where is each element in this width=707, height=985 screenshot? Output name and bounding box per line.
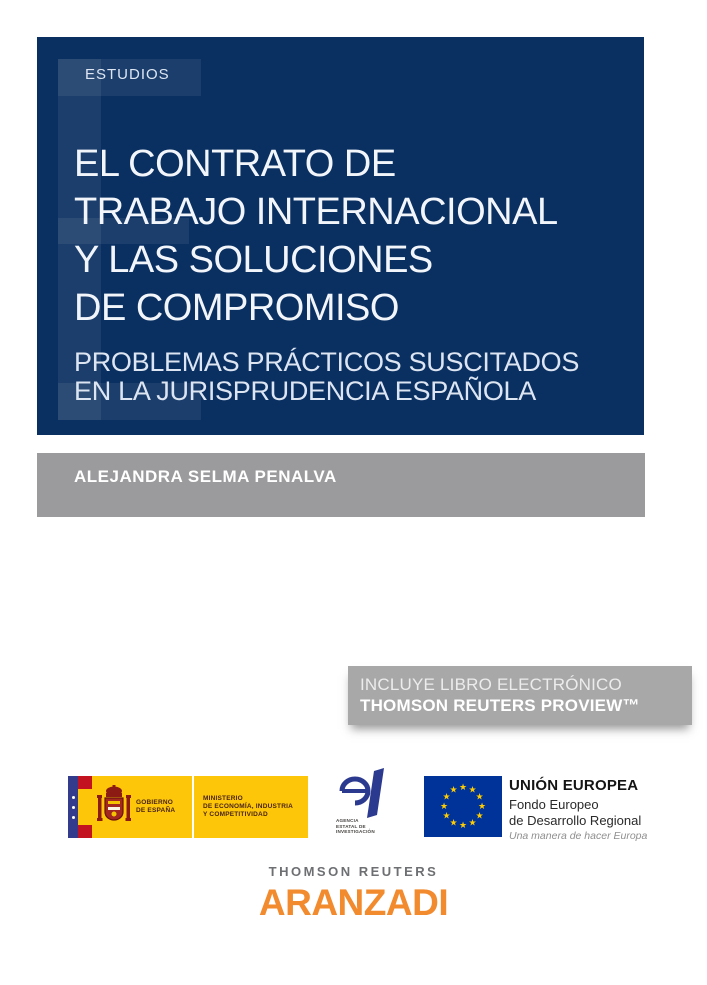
eu-label-block [509, 777, 647, 842]
title-line-3: Y LAS SOLUCIONES [74, 239, 433, 281]
svg-text:★: ★ [468, 785, 477, 796]
subtitle-line-2: EN LA JURISPRUDENCIA ESPAÑOLA [74, 376, 536, 406]
svg-text:★: ★ [468, 818, 477, 829]
aranzadi-logo: ARANZADI [258, 882, 449, 923]
eu-tagline: Una manera de hacer Europa [509, 830, 648, 842]
ebook-badge-line1: INCLUYE LIBRO ELECTRÓNICO [360, 675, 622, 694]
title-line-4: DE COMPROMISO [74, 287, 399, 329]
title-line-2: TRABAJO INTERNACIONAL [74, 191, 558, 233]
svg-text:★: ★ [439, 802, 449, 812]
svg-text:★: ★ [442, 792, 451, 803]
publisher-wordmark [0, 864, 707, 924]
ebook-badge [348, 666, 692, 725]
research-agency-logo [334, 767, 396, 843]
research-agency-icon [334, 767, 396, 819]
collection-label: ESTUDIOS [85, 66, 170, 83]
spain-flag-strip-icon [78, 776, 92, 838]
government-label: GOBIERNO DE ESPAÑA [136, 799, 176, 814]
eu-title: UNIÓN EUROPEA [509, 777, 639, 794]
eu-fund-line2: de Desarrollo Regional [509, 812, 642, 828]
thomson-reuters-label: THOMSON REUTERS [268, 864, 439, 879]
svg-text:★: ★ [475, 811, 484, 822]
eu-flag-icon [424, 776, 502, 837]
author-name: ALEJANDRA SELMA PENALVA [74, 467, 337, 486]
eu-flag-strip-icon [68, 776, 78, 838]
cover-header-panel [37, 37, 644, 435]
subtitle-line-1: PROBLEMAS PRÁCTICOS SUSCITADOS [74, 347, 580, 377]
book-title [74, 140, 558, 332]
svg-text:★: ★ [458, 821, 468, 831]
svg-text:★: ★ [449, 785, 458, 796]
eu-fund-line1: Fondo Europeo [509, 797, 599, 812]
author-bar [37, 453, 645, 517]
title-line-1: EL CONTRATO DE [74, 143, 396, 185]
ministry-label: MINISTERIO DE ECONOMÍA, INDUSTRIA Y COMPETITIVIDAD [194, 776, 308, 838]
spain-coat-of-arms-icon [92, 784, 136, 830]
svg-text:★: ★ [449, 818, 458, 829]
research-agency-label: AGENCIA ESTATAL DE INVESTIGACIÓN [336, 818, 375, 835]
svg-text:★: ★ [442, 811, 451, 822]
spain-government-logo [68, 776, 308, 838]
book-subtitle [74, 348, 579, 406]
svg-text:★: ★ [458, 783, 468, 793]
government-emblem-block [92, 776, 192, 838]
ebook-badge-line2: THOMSON REUTERS PROVIEW™ [360, 696, 640, 715]
svg-text:★: ★ [475, 792, 484, 803]
svg-text:★: ★ [477, 802, 487, 812]
